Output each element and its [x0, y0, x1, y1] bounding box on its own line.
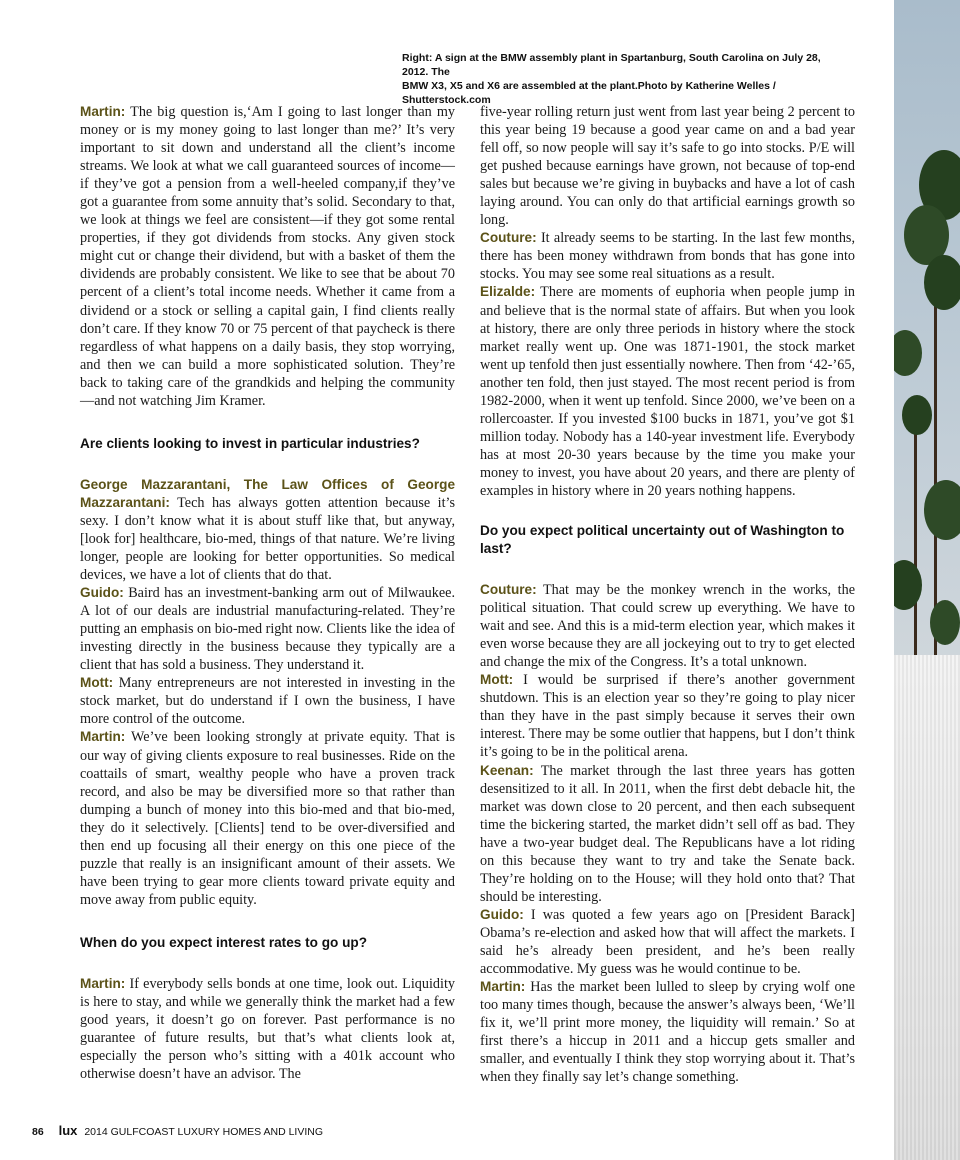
page-number: 86: [32, 1126, 44, 1138]
speaker-name: Couture:: [480, 230, 537, 246]
building-wall-shade: [894, 655, 960, 1160]
paragraph: [480, 906, 855, 978]
speaker-name: Mott:: [80, 675, 114, 691]
tree-trunk: [914, 420, 917, 680]
paragraph-text: Baird has an investment-banking arm out of Milwaukee. A lot of our deals are industrial manufacturing-related. They’re putting an emphasis on bio-med right now. Clients like the idea of investing directly in the business because they typically are a client that has sold a business. They understand it.: [80, 585, 455, 674]
question-heading: Are clients looking to invest in particular industries?: [80, 435, 420, 451]
paragraph: [80, 584, 455, 674]
speaker-name: Mott:: [480, 672, 514, 688]
paragraph-text: That may be the monkey wrench in the works, the political situation. That could screw up everything. We have to wait and see. And this is a mid-term election year, which makes it even worse because they are all jockeying out to try to get elected and change the mix of the Congress. It’s a total unknown.: [480, 582, 855, 671]
left-column: [80, 103, 455, 1083]
speaker-name: Guido:: [80, 585, 124, 601]
paragraph-text: Has the market been lulled to sleep by crying wolf one too many times though, because the answer’s always been, ‘We’ll fix it, we’ll print more money, the liquidity will remain.’ So at first there’s a hiccup in 2011 and a hiccup gets smaller and smaller, and eventually I think they stop worrying about it. That’s when they finally say let’s change something.: [480, 979, 855, 1086]
paragraph: [480, 103, 855, 229]
paragraph-text: If everybody sells bonds at one time, look out. Liquidity is here to stay, and while we generally think the market had a few good years, it doesn’t go on forever. Past performance is no guarantee of future results, but that’s what clients look at, especially the person who’s sitting with a 401k account who otherwise doesn’t have an advisor. The: [80, 975, 455, 1083]
speaker-name: Couture:: [480, 582, 537, 598]
question-heading: When do you expect interest rates to go up?: [80, 934, 368, 950]
paragraph: [480, 581, 855, 671]
paragraph-text: The big question is,‘Am I going to last longer than my money or is my money going to last longer than me?’ It’s very important to sit down and understand all the client’s income streams. We look at what we call guaranteed sources of income—if they’ve got a pension from a well-heeled company,if they’ve got a guarantee from some annuity that’s solid. Secondary to that, we look at things we feel are consistent—if they got some rental properties, if they got dividends from stocks. Any given stock might cut or change their dividend, but with a basket of them the dividends are probably consistent. We like to see that be about 70 percent of a client’s total income needs. Whether it came from a dividend or a stock or selling a capital gain, I find clients really don’t care. If they know 70 or 75 percent of that paycheck is there regardless of what happens on a daily basis, they stop worrying, and then we can build a more sophisticated solution. They’re back to taking care of the grandkids and helping the community—and not watching Jim Kramer.: [80, 104, 455, 409]
speaker-name: Elizalde:: [480, 284, 536, 300]
magazine-name: lux: [58, 1123, 78, 1138]
tree-canopy: [902, 395, 932, 435]
paragraph-text: It already seems to be starting. In the last few months, there has been money withdrawn from bonds that has gone into stocks. You may see some real situations as a result.: [480, 230, 855, 283]
paragraph-text: The market through the last three years has gotten desensitized to it all. In 2011, when the first debt debacle hit, the market was down close to 20 percent, and then each subsequent time the bickering started, the market didn’t sell off as bad. They have a two-year budget deal. The Republicans have a lot riding on this because they want to try and take the Senate back. They’re holding on to the House; will they hold onto that? That should be interesting.: [480, 762, 855, 905]
paragraph-text: We’ve been looking strongly at private equity. That is our way of giving clients exposure to real businesses. Ride on the coattails of smart, wealthy people who have a proven track record, and also be may be diversified more so that rather than dumping a bunch of money into this bio-med and that bio-med, they do it selectively. [Clients] tend to be over-diversified and then end up focusing all their energy on this one piece of the puzzle that really is an insignificant amount of their assets. We have been trying to gear more clients toward private equity and move away from public equity.: [80, 729, 455, 908]
speaker-name: Martin:: [80, 729, 126, 745]
photo-caption: [402, 51, 842, 107]
caption-line-1: Right: A sign at the BMW assembly plant in Spartanburg, South Carolina on July 28, 2012. The: [402, 52, 821, 78]
caption-line-2: BMW X3, X5 and X6 are assembled at the plant.Photo by Katherine Welles / Shutterstock.com: [402, 80, 776, 106]
speaker-name: Keenan:: [480, 762, 534, 778]
tree-canopy: [924, 255, 960, 310]
paragraph: [80, 728, 455, 908]
speaker-name: Martin:: [80, 104, 126, 119]
paragraph: [80, 476, 455, 584]
paragraph: [480, 229, 855, 283]
paragraph-text: Many entrepreneurs are not interested in investing in the stock market, but do understand if I own the business, I have more control of the outcome.: [80, 675, 455, 728]
tree-canopy: [924, 480, 960, 540]
bmw-plant-photo: [894, 0, 960, 1160]
page-footer: [32, 1123, 323, 1138]
speaker-name: Martin:: [480, 979, 526, 995]
paragraph-text: Tech has always gotten attention because it’s sexy. I don’t know what it is about stuff like that, but anyway, [look for] healthcare, bio-med, things of that nature. We’re living longer, people are looking for better opportunities. So medical devices, we have a lot of clients that do that.: [80, 494, 455, 584]
paragraph: [480, 762, 855, 906]
right-column: [480, 103, 855, 1086]
paragraph: [80, 975, 455, 1083]
issue-title: 2014 GULFCOAST LUXURY HOMES AND LIVING: [84, 1126, 323, 1138]
paragraph: [480, 283, 855, 500]
tree-canopy: [930, 600, 960, 645]
speaker-name: Martin:: [80, 975, 126, 991]
paragraph-text: I would be surprised if there’s another government shutdown. This is an election year so they’re going to play nicer than they have in the past simply because it serves their own interest. There may be some outlier that happens, but I don’t think it’s going to be in the political arena.: [480, 672, 855, 761]
speaker-name: Guido:: [480, 906, 524, 922]
paragraph-text: There are moments of euphoria when people jump in and believe that is the normal state of affairs. But when you look at history, there are only three periods in history where the stock market really went up. One was 1871-1901, the stock market went up tenfold then just essentially nowhere. Then from ‘42-’65, another ten fold, then just stayed. The most recent period is from 1982-2000, when it went up tenfold. Since 2000, we’ve been on a rollercoaster. If you invested $100 bucks in 1871, you’ve got $1 million today. Nobody has a 140-year investment life. Everybody has at most 20-30 years because by the time you make your money to invest, you have about 20 years, and there are plenty of examples in history where in 20 years nothing happens.: [480, 284, 855, 499]
paragraph-text: I was quoted a few years ago on [President Barack] Obama’s re-election and asked how that will affect the markets. I said he’s already been president, and he’s been really accommodative. My guess was he would continue to be.: [480, 906, 855, 978]
paragraph: [80, 103, 455, 410]
paragraph: [80, 674, 455, 728]
speaker-name: George Mazzarantani, The Law Offices of George Mazzarantani:: [80, 476, 455, 510]
question-heading: Do you expect political uncertainty out of Washington to last?: [480, 523, 845, 557]
paragraph-text: five-year rolling return just went from last year being 2 percent to this year being 19 because a good year came on and a bad year fell off, so now people will say it’s safe to go into stocks. P/E will get pushed because earnings have grown, not because of top-end sales but because we’re giving in buybacks and have a lot of cash laying around. You can only do that artificial earnings growth so long.: [480, 104, 855, 229]
paragraph: [480, 978, 855, 1086]
paragraph: [480, 671, 855, 761]
